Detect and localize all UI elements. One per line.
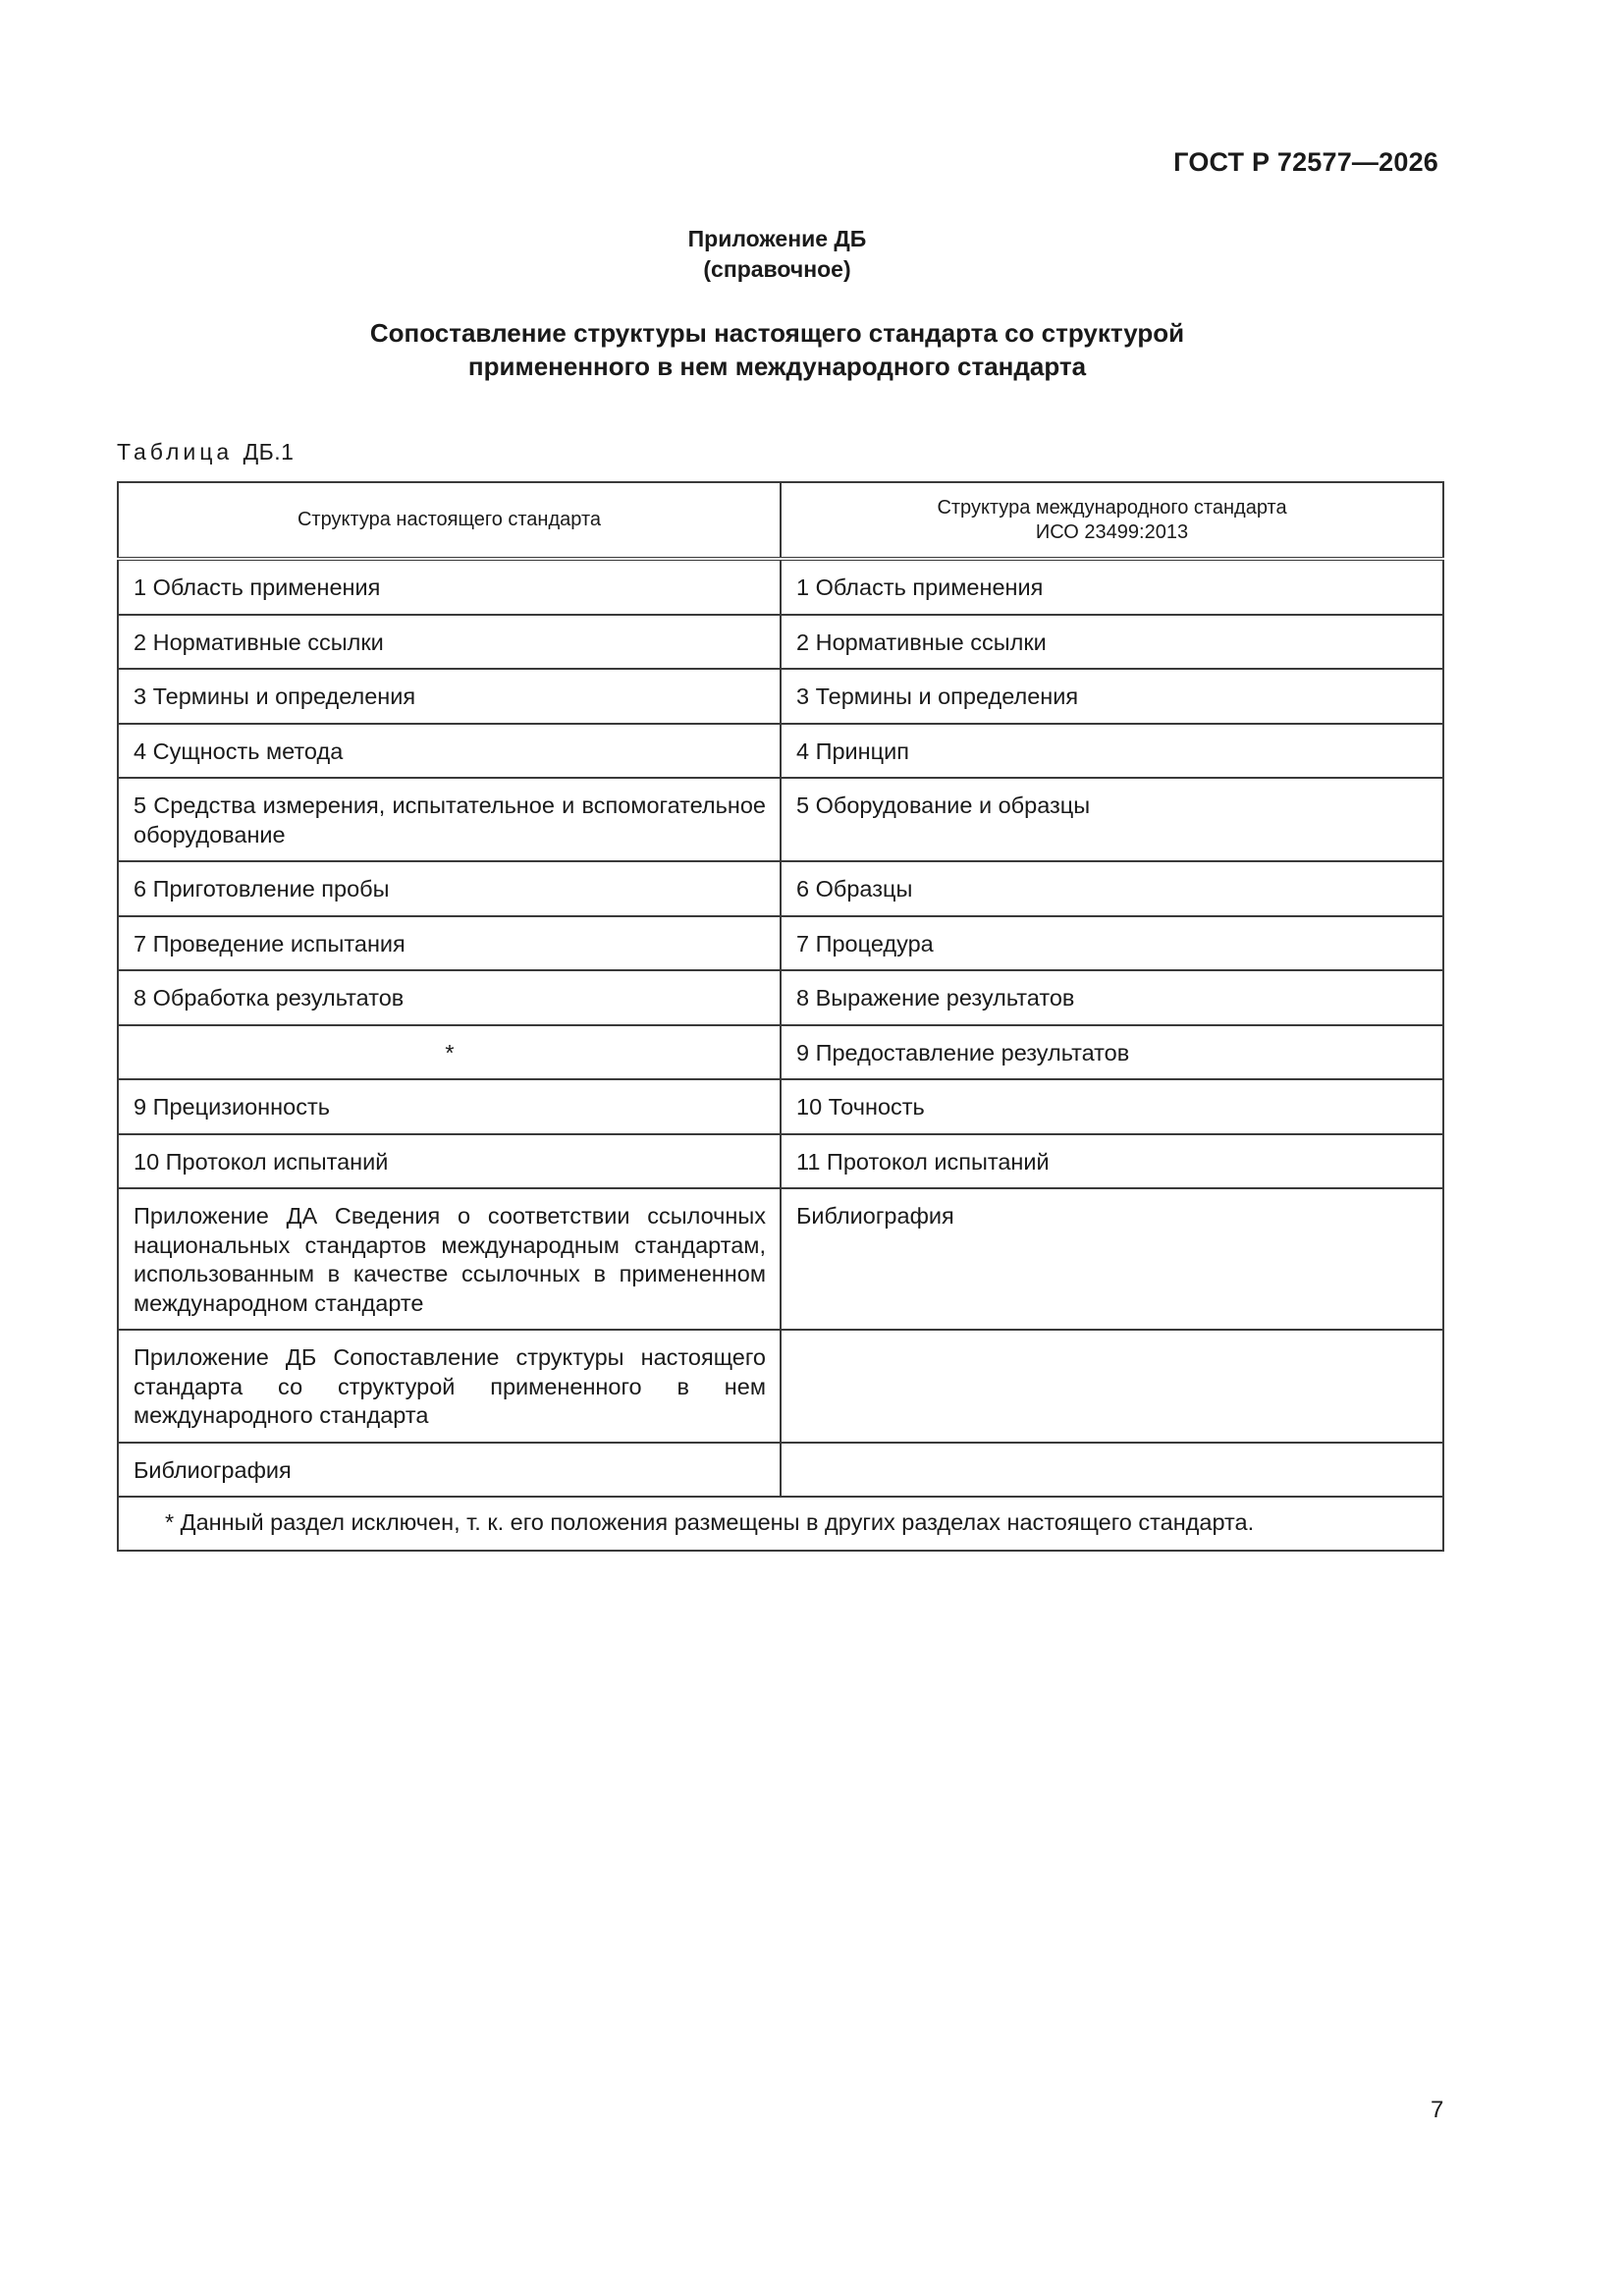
header-international-line-1: Структура международного стандарта	[937, 496, 1287, 519]
annex-title-line-2: примененного в нем международного стандарта	[467, 352, 1087, 381]
annex-type: (справочное)	[703, 256, 851, 282]
cell-international-section: 1 Область применения	[781, 559, 1443, 615]
cell-international-section: Библиография	[781, 1188, 1443, 1330]
table-row	[118, 724, 1443, 779]
cell-international-section: 4 Принцип	[781, 724, 1443, 779]
table-row	[118, 1025, 1443, 1080]
table-row	[118, 669, 1443, 724]
cell-current-section: 4 Сущность метода	[118, 724, 781, 779]
table-row	[118, 615, 1443, 670]
cell-international-section: 5 Оборудование и образцы	[781, 778, 1443, 861]
annex-name: Приложение ДБ	[687, 226, 867, 251]
table-row	[118, 1134, 1443, 1189]
table-row	[118, 1188, 1443, 1330]
table-footnote-row	[118, 1497, 1443, 1551]
header-cell-international-standard	[781, 482, 1443, 559]
cell-current-section: 6 Приготовление пробы	[118, 861, 781, 916]
annex-heading	[0, 224, 1554, 285]
cell-current-section: 2 Нормативные ссылки	[118, 615, 781, 670]
cell-current-section: 1 Область применения	[118, 559, 781, 615]
cell-current-section: 9 Прецизионность	[118, 1079, 781, 1134]
cell-international-section: 7 Процедура	[781, 916, 1443, 971]
table-row	[118, 916, 1443, 971]
cell-international-section	[781, 1330, 1443, 1443]
cell-international-section: 8 Выражение результатов	[781, 970, 1443, 1025]
cell-excluded-marker: *	[118, 1025, 781, 1080]
table-row	[118, 1330, 1443, 1443]
table-label-word: Таблица	[117, 439, 234, 465]
cell-international-section: 2 Нормативные ссылки	[781, 615, 1443, 670]
table-row	[118, 1443, 1443, 1498]
table-label-number: ДБ.1	[243, 439, 295, 465]
header-cell-current-standard: Структура настоящего стандарта	[118, 482, 781, 559]
header-international-line-2: ИСО 23499:2013	[1035, 520, 1189, 543]
cell-international-section: 6 Образцы	[781, 861, 1443, 916]
table-row	[118, 970, 1443, 1025]
table-footnote: * Данный раздел исключен, т. к. его положения размещены в других разделах настоящего стандарта.	[118, 1497, 1443, 1551]
table-row	[118, 559, 1443, 615]
annex-title-line-1: Сопоставление структуры настоящего стандарта со структурой	[369, 318, 1185, 348]
cell-current-section: 5 Средства измерения, испытательное и вспомогательное оборудование	[118, 778, 781, 861]
annex-title	[0, 316, 1554, 383]
cell-international-section	[781, 1443, 1443, 1498]
cell-current-section: Библиография	[118, 1443, 781, 1498]
table-row	[118, 1079, 1443, 1134]
cell-international-section: 10 Точность	[781, 1079, 1443, 1134]
comparison-table	[117, 481, 1444, 1552]
cell-international-section: 3 Термины и определения	[781, 669, 1443, 724]
document-code: ГОСТ Р 72577—2026	[1173, 147, 1438, 177]
cell-international-section: 9 Предоставление результатов	[781, 1025, 1443, 1080]
cell-current-section: 8 Обработка результатов	[118, 970, 781, 1025]
table-row	[118, 861, 1443, 916]
cell-current-section: 7 Проведение испытания	[118, 916, 781, 971]
cell-international-section: 11 Протокол испытаний	[781, 1134, 1443, 1189]
table-label	[117, 439, 294, 465]
cell-current-section: Приложение ДА Сведения о соответствии ссылочных национальных стандартов международным стандартам, использованным в качестве ссылочных в примененном международном стандарте	[118, 1188, 781, 1330]
cell-current-section: Приложение ДБ Сопоставление структуры настоящего стандарта со структурой примененного в нем международного стандарта	[118, 1330, 781, 1443]
page-number: 7	[1431, 2097, 1444, 2123]
cell-current-section: 3 Термины и определения	[118, 669, 781, 724]
table-header-row	[118, 482, 1443, 559]
cell-current-section: 10 Протокол испытаний	[118, 1134, 781, 1189]
table-row	[118, 778, 1443, 861]
